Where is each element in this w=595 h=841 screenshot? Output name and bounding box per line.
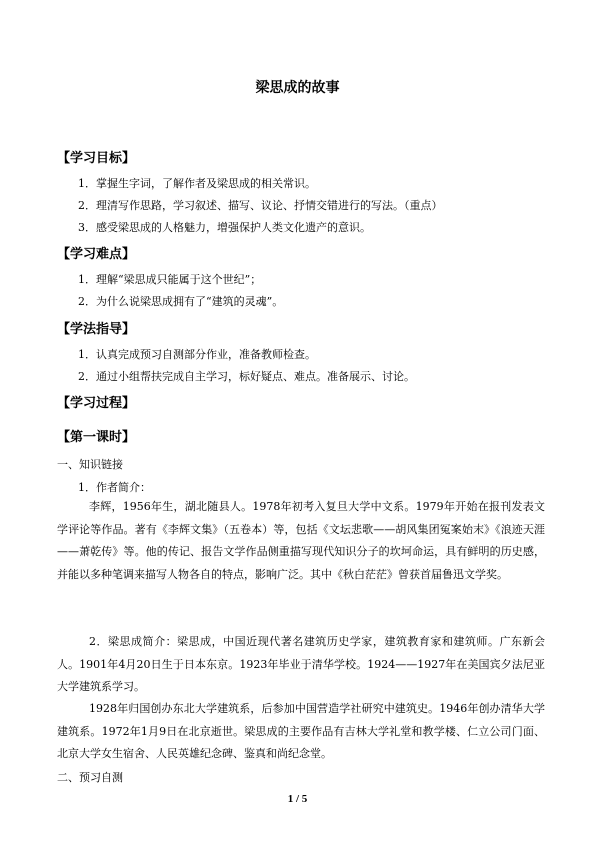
method-item: 1．认真完成预习自测部分作业，准备教师检查。: [78, 348, 316, 361]
difficulty-item: 1．理解“梁思成只能属于这个世纪”；: [78, 273, 262, 286]
section-knowledge-link: 一、知识链接: [57, 458, 123, 471]
author-intro-label: 1．作者简介：: [78, 481, 151, 494]
goal-item: 2．理清写作思路，学习叙述、描写、议论、抒情交错进行的写法。（重点）: [78, 199, 443, 212]
page-number: 1 / 5: [287, 793, 308, 805]
goal-item: 3．感受梁思成的人格魅力，增强保护人类文化遗产的意识。: [78, 221, 371, 234]
heading-difficulties: 【学习难点】: [57, 247, 136, 262]
section-preview-test: 二、预习自测: [57, 771, 123, 784]
goal-item: 1．掌握生字词，了解作者及梁思成的相关常识。: [78, 177, 316, 190]
heading-lesson1: 【第一课时】: [57, 430, 136, 445]
difficulty-item: 2．为什么说梁思成拥有了“建筑的灵魂”。: [78, 295, 284, 308]
heading-method: 【学法指导】: [57, 322, 136, 337]
heading-process: 【学习过程】: [57, 396, 136, 411]
method-item: 2．通过小组帮扶完成自主学习，标好疑点、难点。准备展示、讨论。: [78, 370, 415, 383]
author-paragraph: 李辉，1956年生，湖北随县人。1978年初考入复旦大学中文系。1979年开始在报刊发表文学评论等作品。著有《李辉文集》（五卷本）等，包括《文坛悲歌——胡风集团冤案始末》《浪迹天涯——萧乾传》等。他的传记、报告文学作品侧重描写现代知识分子的坎坷命运，具有鲜明的历史感，并能以多种笔调来描写人物各自的特点，影响广泛。其中《秋白茫茫》曾获首届鲁迅文学奖。: [57, 500, 545, 581]
liang-paragraph-1: 2．梁思成简介：梁思成，中国近现代著名建筑历史学家，建筑教育家和建筑师。广东新会人。1901年4月20日生于日本东京。1923年毕业于清华学校。1924——1927年在美国宾夕法尼亚大学建筑系学习。: [57, 635, 545, 693]
heading-goals: 【学习目标】: [57, 151, 136, 166]
page-title: 梁思成的故事: [255, 80, 340, 96]
liang-paragraph-2: 1928年归国创办东北大学建筑系，后参加中国营造学社研究中建筑史。1946年创办清华大学建筑系。1972年1月9日在北京逝世。梁思成的主要作品有吉林大学礼堂和教学楼、仁立公司门面、北京大学女生宿舍、人民英雄纪念碑、鉴真和尚纪念堂。: [57, 702, 545, 760]
